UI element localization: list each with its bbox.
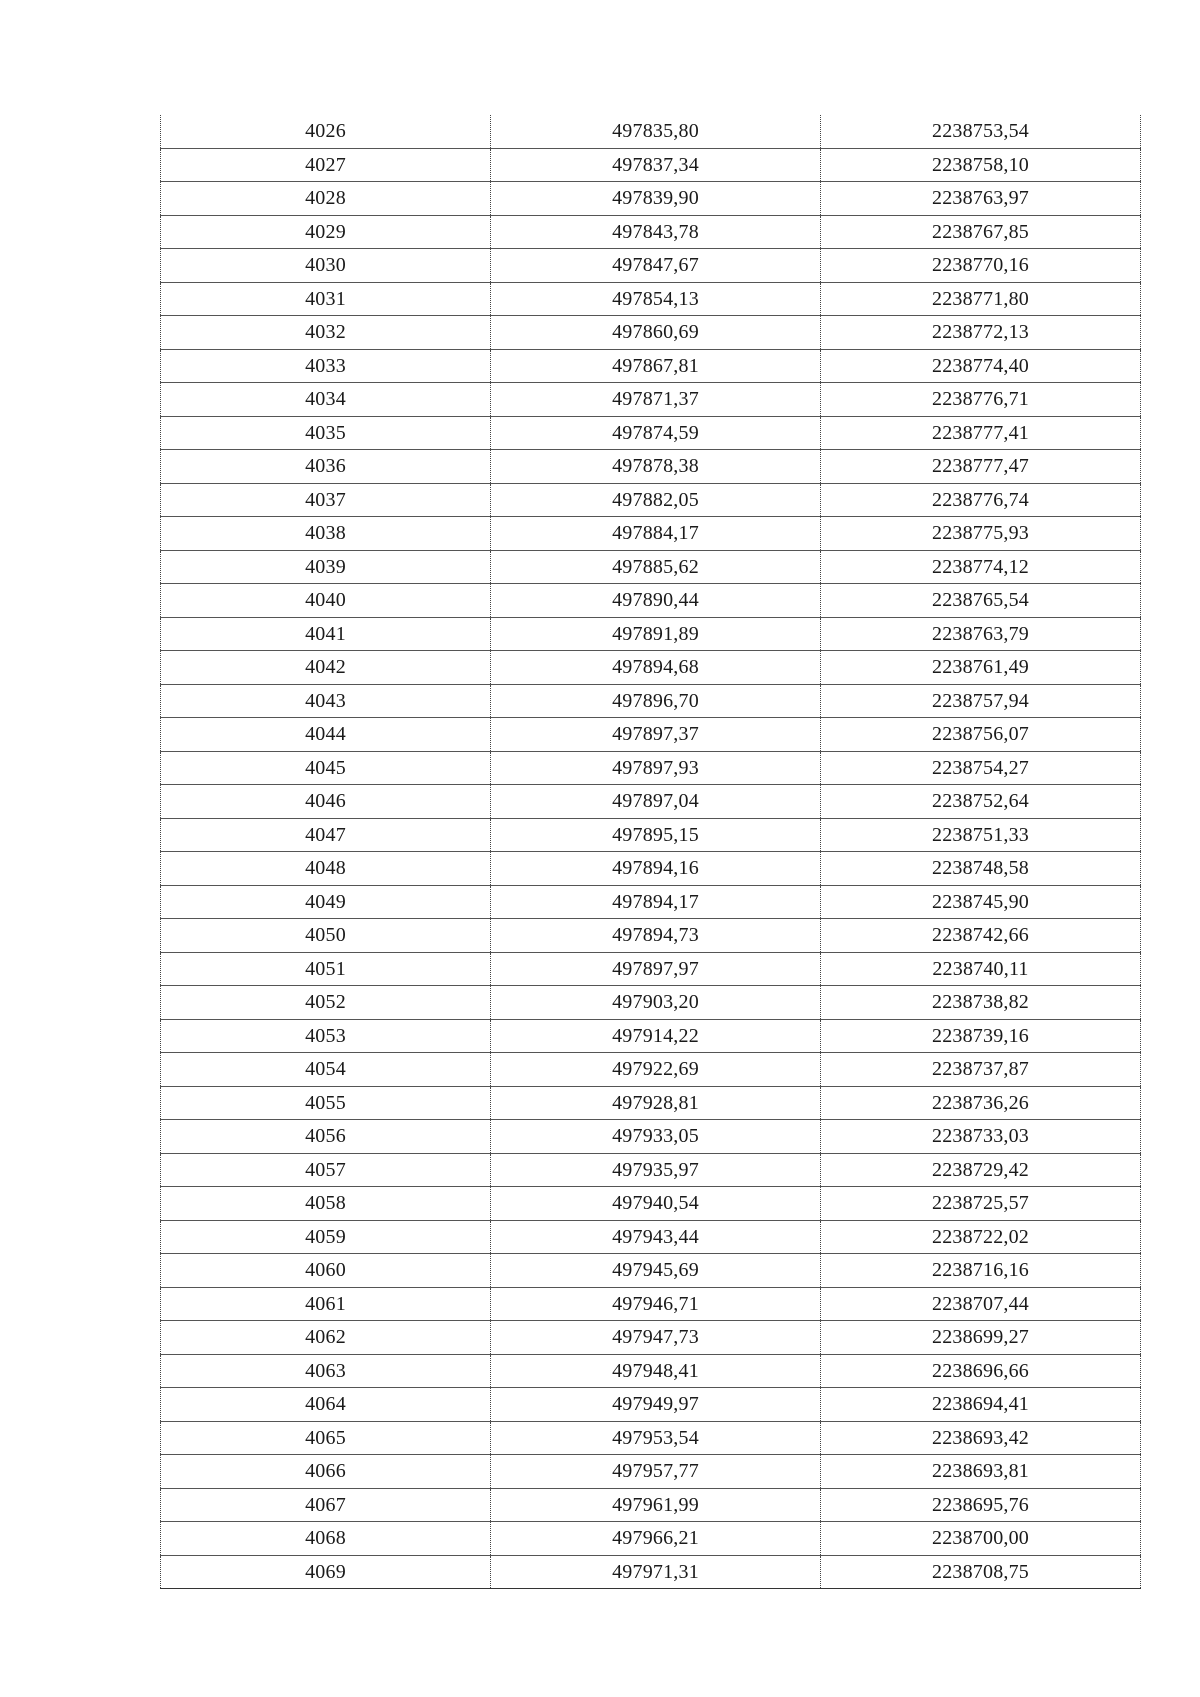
table-row [161, 1019, 1141, 1053]
point-number-cell: 4058 [161, 1187, 491, 1221]
x-coordinate-cell: 497871,37 [491, 383, 821, 417]
x-coordinate-cell: 497943,44 [491, 1220, 821, 1254]
table-row [161, 182, 1141, 216]
y-coordinate-cell: 2238748,58 [821, 852, 1141, 886]
table-row [161, 1455, 1141, 1489]
x-coordinate-cell: 497949,97 [491, 1388, 821, 1422]
point-number-cell: 4066 [161, 1455, 491, 1489]
x-coordinate-cell: 497891,89 [491, 617, 821, 651]
table-row [161, 751, 1141, 785]
y-coordinate-cell: 2238737,87 [821, 1053, 1141, 1087]
point-number-cell: 4032 [161, 316, 491, 350]
table-row [161, 1120, 1141, 1154]
x-coordinate-cell: 497896,70 [491, 684, 821, 718]
point-number-cell: 4029 [161, 215, 491, 249]
point-number-cell: 4054 [161, 1053, 491, 1087]
point-number-cell: 4048 [161, 852, 491, 886]
x-coordinate-cell: 497878,38 [491, 450, 821, 484]
y-coordinate-cell: 2238722,02 [821, 1220, 1141, 1254]
table-row [161, 952, 1141, 986]
table-row [161, 115, 1141, 148]
x-coordinate-cell: 497935,97 [491, 1153, 821, 1187]
point-number-cell: 4046 [161, 785, 491, 819]
coordinates-table-body [161, 115, 1141, 1589]
y-coordinate-cell: 2238763,97 [821, 182, 1141, 216]
y-coordinate-cell: 2238772,13 [821, 316, 1141, 350]
point-number-cell: 4044 [161, 718, 491, 752]
table-row [161, 416, 1141, 450]
y-coordinate-cell: 2238752,64 [821, 785, 1141, 819]
point-number-cell: 4035 [161, 416, 491, 450]
point-number-cell: 4028 [161, 182, 491, 216]
y-coordinate-cell: 2238733,03 [821, 1120, 1141, 1154]
point-number-cell: 4027 [161, 148, 491, 182]
y-coordinate-cell: 2238754,27 [821, 751, 1141, 785]
y-coordinate-cell: 2238775,93 [821, 517, 1141, 551]
point-number-cell: 4033 [161, 349, 491, 383]
y-coordinate-cell: 2238774,12 [821, 550, 1141, 584]
x-coordinate-cell: 497843,78 [491, 215, 821, 249]
point-number-cell: 4038 [161, 517, 491, 551]
y-coordinate-cell: 2238776,74 [821, 483, 1141, 517]
point-number-cell: 4060 [161, 1254, 491, 1288]
x-coordinate-cell: 497884,17 [491, 517, 821, 551]
table-row [161, 617, 1141, 651]
y-coordinate-cell: 2238758,10 [821, 148, 1141, 182]
x-coordinate-cell: 497897,37 [491, 718, 821, 752]
x-coordinate-cell: 497897,97 [491, 952, 821, 986]
table-row [161, 1287, 1141, 1321]
point-number-cell: 4065 [161, 1421, 491, 1455]
x-coordinate-cell: 497966,21 [491, 1522, 821, 1556]
y-coordinate-cell: 2238745,90 [821, 885, 1141, 919]
point-number-cell: 4049 [161, 885, 491, 919]
point-number-cell: 4062 [161, 1321, 491, 1355]
table-row [161, 550, 1141, 584]
point-number-cell: 4061 [161, 1287, 491, 1321]
y-coordinate-cell: 2238776,71 [821, 383, 1141, 417]
table-row [161, 818, 1141, 852]
y-coordinate-cell: 2238777,41 [821, 416, 1141, 450]
point-number-cell: 4034 [161, 383, 491, 417]
y-coordinate-cell: 2238729,42 [821, 1153, 1141, 1187]
point-number-cell: 4068 [161, 1522, 491, 1556]
table-row [161, 483, 1141, 517]
table-row [161, 986, 1141, 1020]
table-row [161, 1153, 1141, 1187]
y-coordinate-cell: 2238707,44 [821, 1287, 1141, 1321]
x-coordinate-cell: 497882,05 [491, 483, 821, 517]
table-row [161, 282, 1141, 316]
x-coordinate-cell: 497890,44 [491, 584, 821, 618]
x-coordinate-cell: 497945,69 [491, 1254, 821, 1288]
point-number-cell: 4039 [161, 550, 491, 584]
point-number-cell: 4031 [161, 282, 491, 316]
x-coordinate-cell: 497933,05 [491, 1120, 821, 1154]
y-coordinate-cell: 2238738,82 [821, 986, 1141, 1020]
y-coordinate-cell: 2238765,54 [821, 584, 1141, 618]
point-number-cell: 4042 [161, 651, 491, 685]
x-coordinate-cell: 497940,54 [491, 1187, 821, 1221]
point-number-cell: 4057 [161, 1153, 491, 1187]
x-coordinate-cell: 497837,34 [491, 148, 821, 182]
y-coordinate-cell: 2238736,26 [821, 1086, 1141, 1120]
table-row [161, 684, 1141, 718]
point-number-cell: 4056 [161, 1120, 491, 1154]
table-row [161, 316, 1141, 350]
x-coordinate-cell: 497922,69 [491, 1053, 821, 1087]
point-number-cell: 4052 [161, 986, 491, 1020]
x-coordinate-cell: 497839,90 [491, 182, 821, 216]
y-coordinate-cell: 2238761,49 [821, 651, 1141, 685]
table-row [161, 651, 1141, 685]
y-coordinate-cell: 2238693,42 [821, 1421, 1141, 1455]
y-coordinate-cell: 2238740,11 [821, 952, 1141, 986]
table-row [161, 584, 1141, 618]
table-row [161, 517, 1141, 551]
point-number-cell: 4051 [161, 952, 491, 986]
x-coordinate-cell: 497894,68 [491, 651, 821, 685]
y-coordinate-cell: 2238696,66 [821, 1354, 1141, 1388]
table-row [161, 1053, 1141, 1087]
x-coordinate-cell: 497914,22 [491, 1019, 821, 1053]
point-number-cell: 4063 [161, 1354, 491, 1388]
point-number-cell: 4030 [161, 249, 491, 283]
y-coordinate-cell: 2238695,76 [821, 1488, 1141, 1522]
y-coordinate-cell: 2238770,16 [821, 249, 1141, 283]
x-coordinate-cell: 497895,15 [491, 818, 821, 852]
table-row [161, 718, 1141, 752]
table-row [161, 148, 1141, 182]
x-coordinate-cell: 497946,71 [491, 1287, 821, 1321]
y-coordinate-cell: 2238774,40 [821, 349, 1141, 383]
y-coordinate-cell: 2238763,79 [821, 617, 1141, 651]
point-number-cell: 4045 [161, 751, 491, 785]
x-coordinate-cell: 497897,04 [491, 785, 821, 819]
table-row [161, 1488, 1141, 1522]
y-coordinate-cell: 2238693,81 [821, 1455, 1141, 1489]
table-row [161, 885, 1141, 919]
y-coordinate-cell: 2238757,94 [821, 684, 1141, 718]
table-row [161, 1220, 1141, 1254]
point-number-cell: 4036 [161, 450, 491, 484]
y-coordinate-cell: 2238756,07 [821, 718, 1141, 752]
x-coordinate-cell: 497835,80 [491, 115, 821, 148]
y-coordinate-cell: 2238694,41 [821, 1388, 1141, 1422]
table-row [161, 1354, 1141, 1388]
y-coordinate-cell: 2238699,27 [821, 1321, 1141, 1355]
x-coordinate-cell: 497894,16 [491, 852, 821, 886]
x-coordinate-cell: 497847,67 [491, 249, 821, 283]
x-coordinate-cell: 497894,73 [491, 919, 821, 953]
y-coordinate-cell: 2238771,80 [821, 282, 1141, 316]
x-coordinate-cell: 497874,59 [491, 416, 821, 450]
x-coordinate-cell: 497961,99 [491, 1488, 821, 1522]
point-number-cell: 4040 [161, 584, 491, 618]
table-row [161, 349, 1141, 383]
coordinates-table [160, 115, 1141, 1589]
point-number-cell: 4026 [161, 115, 491, 148]
table-row [161, 1388, 1141, 1422]
x-coordinate-cell: 497894,17 [491, 885, 821, 919]
table-row [161, 1522, 1141, 1556]
point-number-cell: 4053 [161, 1019, 491, 1053]
point-number-cell: 4037 [161, 483, 491, 517]
table-row [161, 919, 1141, 953]
x-coordinate-cell: 497860,69 [491, 316, 821, 350]
point-number-cell: 4069 [161, 1555, 491, 1589]
y-coordinate-cell: 2238767,85 [821, 215, 1141, 249]
table-row [161, 249, 1141, 283]
y-coordinate-cell: 2238716,16 [821, 1254, 1141, 1288]
x-coordinate-cell: 497897,93 [491, 751, 821, 785]
x-coordinate-cell: 497953,54 [491, 1421, 821, 1455]
table-row [161, 785, 1141, 819]
table-row [161, 215, 1141, 249]
point-number-cell: 4064 [161, 1388, 491, 1422]
x-coordinate-cell: 497948,41 [491, 1354, 821, 1388]
table-row [161, 1421, 1141, 1455]
table-row [161, 450, 1141, 484]
y-coordinate-cell: 2238725,57 [821, 1187, 1141, 1221]
x-coordinate-cell: 497854,13 [491, 282, 821, 316]
x-coordinate-cell: 497903,20 [491, 986, 821, 1020]
y-coordinate-cell: 2238739,16 [821, 1019, 1141, 1053]
y-coordinate-cell: 2238751,33 [821, 818, 1141, 852]
x-coordinate-cell: 497957,77 [491, 1455, 821, 1489]
table-row [161, 383, 1141, 417]
y-coordinate-cell: 2238777,47 [821, 450, 1141, 484]
table-row [161, 1321, 1141, 1355]
point-number-cell: 4043 [161, 684, 491, 718]
table-row [161, 1254, 1141, 1288]
point-number-cell: 4055 [161, 1086, 491, 1120]
point-number-cell: 4041 [161, 617, 491, 651]
table-row [161, 1555, 1141, 1589]
table-row [161, 1086, 1141, 1120]
point-number-cell: 4047 [161, 818, 491, 852]
x-coordinate-cell: 497885,62 [491, 550, 821, 584]
y-coordinate-cell: 2238742,66 [821, 919, 1141, 953]
point-number-cell: 4059 [161, 1220, 491, 1254]
x-coordinate-cell: 497971,31 [491, 1555, 821, 1589]
y-coordinate-cell: 2238700,00 [821, 1522, 1141, 1556]
x-coordinate-cell: 497928,81 [491, 1086, 821, 1120]
point-number-cell: 4050 [161, 919, 491, 953]
y-coordinate-cell: 2238708,75 [821, 1555, 1141, 1589]
point-number-cell: 4067 [161, 1488, 491, 1522]
x-coordinate-cell: 497947,73 [491, 1321, 821, 1355]
table-row [161, 852, 1141, 886]
y-coordinate-cell: 2238753,54 [821, 115, 1141, 148]
x-coordinate-cell: 497867,81 [491, 349, 821, 383]
table-row [161, 1187, 1141, 1221]
